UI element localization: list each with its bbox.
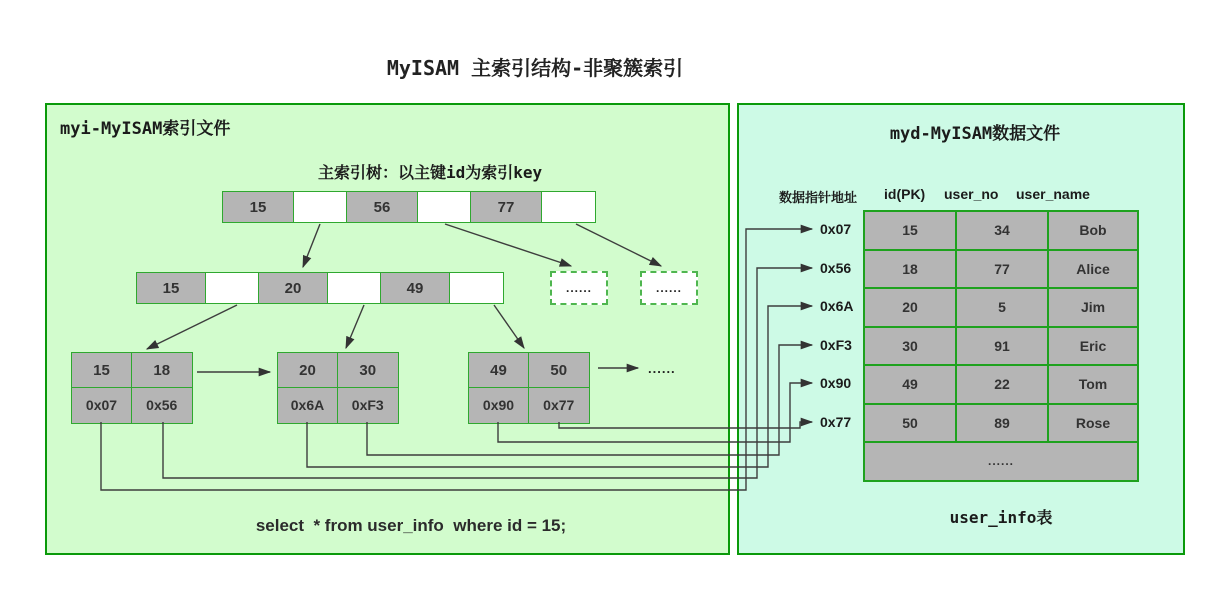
table-cell: Eric bbox=[1047, 326, 1139, 367]
index-tree-subtitle: 主索引树：以主键id为索引key bbox=[318, 163, 543, 182]
table-cell: 18 bbox=[863, 249, 957, 290]
internal-pointer-cell bbox=[449, 272, 504, 304]
table-cell: Tom bbox=[1047, 364, 1139, 405]
pointer-address-label: 0x56 bbox=[820, 260, 852, 276]
leaf-key-cell: 30 bbox=[337, 352, 400, 389]
internal-key-cell: 49 bbox=[380, 272, 450, 304]
table-cell: 15 bbox=[863, 210, 957, 251]
leaf-address-cell: 0xF3 bbox=[337, 387, 400, 424]
internal-key-cell: 15 bbox=[136, 272, 206, 304]
table-cell: 30 bbox=[863, 326, 957, 367]
leaf-key-cell: 49 bbox=[468, 352, 529, 389]
leaf-address-cell: 0x6A bbox=[277, 387, 338, 424]
table-cell: 22 bbox=[955, 364, 1049, 405]
table-cell: Alice bbox=[1047, 249, 1139, 290]
table-cell: 49 bbox=[863, 364, 957, 405]
leaf-node-1 bbox=[71, 352, 193, 422]
data-panel-title: myd-MyISAM数据文件 bbox=[889, 124, 1061, 144]
btree-root-node bbox=[222, 191, 596, 223]
sql-query-text: select * from user_info where id = 15; bbox=[255, 516, 567, 535]
root-pointer-cell bbox=[293, 191, 348, 223]
pointer-address-header: 数据指针地址 bbox=[779, 191, 858, 206]
root-key-cell: 77 bbox=[470, 191, 542, 223]
root-key-cell: 15 bbox=[222, 191, 294, 223]
leaf-node-2 bbox=[277, 352, 399, 422]
leaf-node-3 bbox=[468, 352, 590, 422]
table-cell: 34 bbox=[955, 210, 1049, 251]
internal-pointer-cell bbox=[327, 272, 382, 304]
leaf-address-cell: 0x77 bbox=[528, 387, 591, 424]
leaf-address-cell: 0x07 bbox=[71, 387, 132, 424]
column-header-id: id(PK) bbox=[884, 186, 926, 202]
table-more-row: ...... bbox=[863, 441, 1139, 482]
pointer-address-label: 0x90 bbox=[820, 375, 852, 391]
internal-key-cell: 20 bbox=[258, 272, 328, 304]
page-title: MyISAM 主索引结构-非聚簇索引 bbox=[386, 56, 684, 80]
pointer-address-label: 0x77 bbox=[820, 414, 852, 430]
table-cell: 5 bbox=[955, 287, 1049, 328]
index-panel-title: myi-MyISAM索引文件 bbox=[60, 119, 231, 139]
pointer-address-label: 0xF3 bbox=[820, 337, 852, 353]
pointer-address-label: 0x6A bbox=[820, 298, 854, 314]
table-cell: 91 bbox=[955, 326, 1049, 367]
dashed-more-node: ...... bbox=[550, 271, 608, 305]
column-header-user-no: user_no bbox=[944, 186, 999, 202]
internal-pointer-cell bbox=[205, 272, 260, 304]
leaf-key-cell: 18 bbox=[131, 352, 194, 389]
root-pointer-cell bbox=[541, 191, 596, 223]
root-key-cell: 56 bbox=[346, 191, 418, 223]
table-cell: 20 bbox=[863, 287, 957, 328]
column-header-user-name: user_name bbox=[1016, 186, 1090, 202]
table-cell: Rose bbox=[1047, 403, 1139, 444]
dashed-more-node: ...... bbox=[640, 271, 698, 305]
leaf-key-cell: 50 bbox=[528, 352, 591, 389]
table-caption: user_info表 bbox=[949, 508, 1053, 527]
leaf-address-cell: 0x56 bbox=[131, 387, 194, 424]
leaf-key-cell: 15 bbox=[71, 352, 132, 389]
leaf-more-ellipsis: ...... bbox=[648, 361, 676, 376]
user-info-table bbox=[863, 210, 1139, 480]
table-cell: 77 bbox=[955, 249, 1049, 290]
btree-internal-node bbox=[136, 272, 504, 304]
table-cell: 89 bbox=[955, 403, 1049, 444]
table-cell: Bob bbox=[1047, 210, 1139, 251]
table-cell: 50 bbox=[863, 403, 957, 444]
leaf-key-cell: 20 bbox=[277, 352, 338, 389]
pointer-address-label: 0x07 bbox=[820, 221, 852, 237]
root-pointer-cell bbox=[417, 191, 472, 223]
leaf-address-cell: 0x90 bbox=[468, 387, 529, 424]
table-cell: Jim bbox=[1047, 287, 1139, 328]
